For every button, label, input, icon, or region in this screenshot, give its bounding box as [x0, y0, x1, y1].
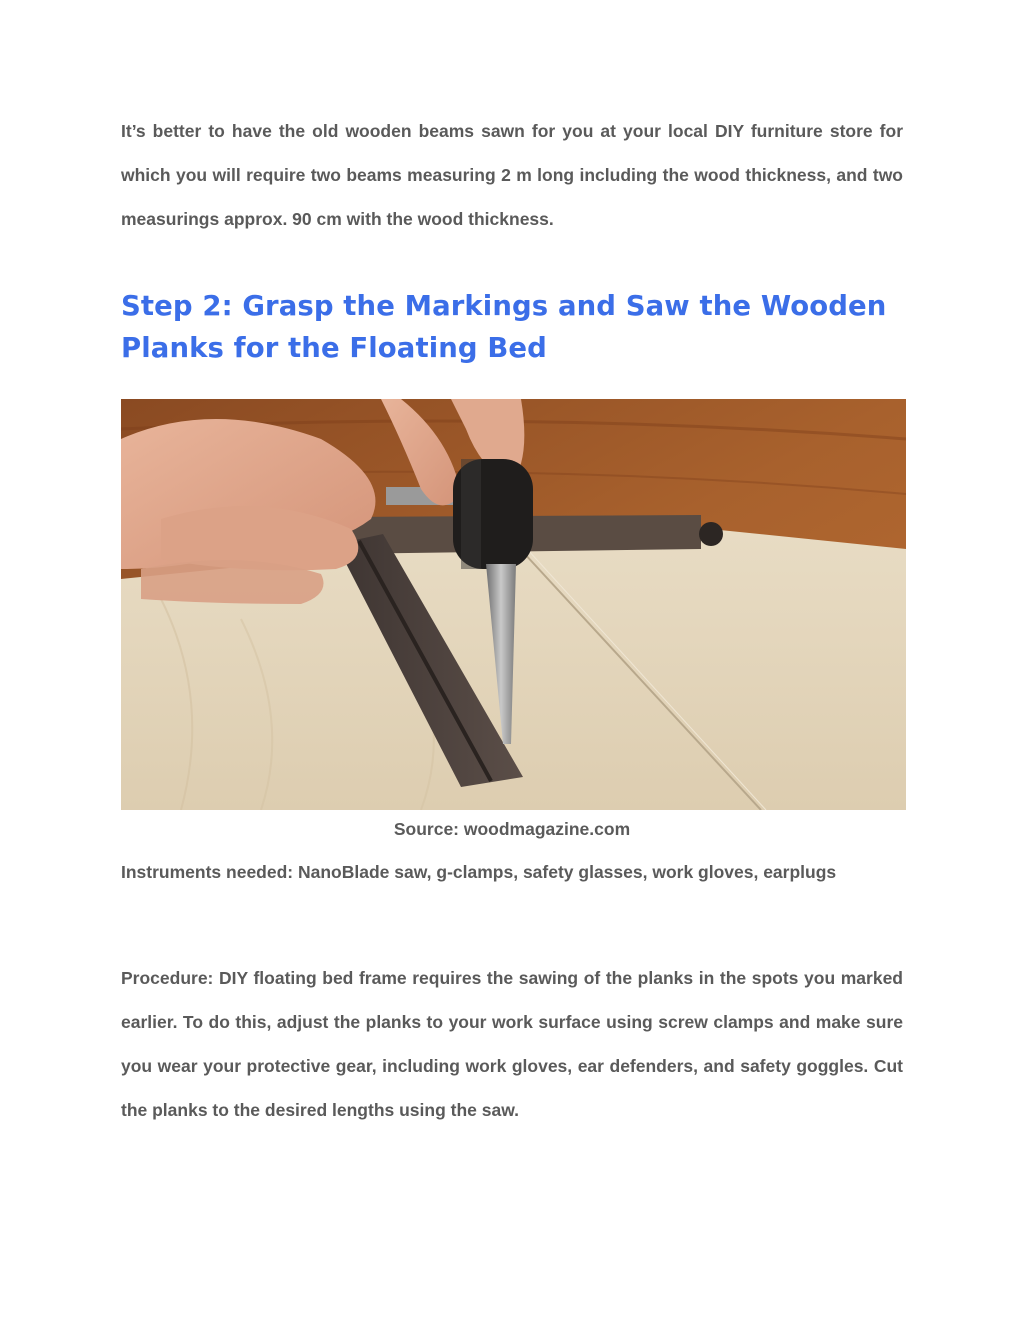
step-2-heading: Step 2: Grasp the Markings and Saw the Wooden Planks for the Floating Bed: [121, 290, 887, 364]
instruments-paragraph: Instruments needed: NanoBlade saw, g-clamps, safety glasses, work gloves, earplugs: [121, 862, 837, 882]
image-caption: Source: woodmagazine.com: [393, 819, 631, 839]
procedure-paragraph: Procedure: DIY floating bed frame requires the sawing of the planks in the spots you marked earlier. To do this, adjust the planks to your work surface using screw clamps and make sure you wear your protective gear, including work gloves, ear defenders, and safety goggles. Cut the planks to the desired lengths using the saw.: [121, 968, 903, 1120]
intro-paragraph: It’s better to have the old wooden beams sawn for you at your local DIY furniture store for which you will require two beams measuring 2 m long including the wood thickness, and two measurings approx. 90 cm with the wood thickness.: [121, 121, 903, 229]
marking-knife-photo: [121, 399, 906, 810]
